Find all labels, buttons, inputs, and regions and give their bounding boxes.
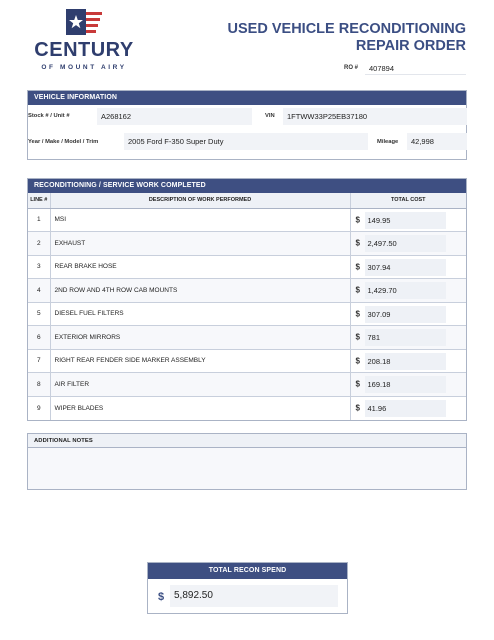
line-number: 3 [28,255,50,279]
work-description[interactable]: WIPER BLADES [50,396,350,420]
dollar-sign: $ [158,591,165,603]
ro-label: RO # [344,65,359,71]
table-row [28,326,466,350]
table-row [28,255,466,279]
cost-cell [350,279,466,303]
cost-cell [350,396,466,420]
work-description[interactable]: REAR BRAKE HOSE [50,255,350,279]
table-header-row [28,193,466,208]
cost-field[interactable]: 149.95 [365,212,446,229]
work-table [28,193,466,420]
work-description[interactable]: EXHAUST [50,232,350,256]
dollar-sign: $ [355,238,360,248]
line-number: 9 [28,396,50,420]
line-number: 1 [28,208,50,232]
cost-cell [350,349,466,373]
line-number: 2 [28,232,50,256]
table-row [28,373,466,397]
line-number: 4 [28,279,50,303]
table-row [28,208,466,232]
cost-field[interactable]: 1,429.70 [365,282,446,299]
description-column-header: DESCRIPTION OF WORK PERFORMED [50,193,350,208]
additional-notes-field[interactable] [28,448,466,489]
cost-cell [350,326,466,350]
vehicle-information-section [27,90,467,160]
year-make-model-field[interactable]: 2005 Ford F-350 Super Duty [124,133,368,150]
logo-subtitle: OF MOUNT AIRY [41,64,127,71]
line-number: 6 [28,326,50,350]
additional-notes-section [27,433,467,490]
work-rows [28,208,466,420]
title-line-1: USED VEHICLE RECONDITIONING [227,21,466,37]
line-number: 7 [28,349,50,373]
stock-label: Stock # / Unit # [28,113,70,119]
table-row [28,279,466,303]
cost-field[interactable]: 781 [365,329,446,346]
century-logo [34,9,134,75]
work-completed-section [27,178,467,421]
dollar-sign: $ [355,262,360,272]
logo-wordmark: CENTURY [34,39,134,61]
document-title [228,21,466,55]
cost-field[interactable]: 307.94 [365,259,446,276]
cost-field[interactable]: 208.18 [365,353,446,370]
line-number: 5 [28,302,50,326]
line-column-header: LINE # [28,193,50,208]
table-row [28,232,466,256]
total-recon-spend-field[interactable]: 5,892.50 [170,585,338,607]
vehicle-information-heading: VEHICLE INFORMATION [28,91,466,105]
line-number: 8 [28,373,50,397]
table-row [28,396,466,420]
work-completed-heading: RECONDITIONING / SERVICE WORK COMPLETED [28,179,466,193]
vin-label: VIN [265,113,275,119]
cost-cell [350,302,466,326]
work-description[interactable]: AIR FILTER [50,373,350,397]
table-row [28,349,466,373]
cost-field[interactable]: 41.96 [365,400,446,417]
star-flag-logo-icon [66,9,102,39]
dollar-sign: $ [355,215,360,225]
work-description[interactable]: 2ND ROW AND 4TH ROW CAB MOUNTS [50,279,350,303]
dollar-sign: $ [355,285,360,295]
cost-field[interactable]: 307.09 [365,306,446,323]
mileage-label: Mileage [377,139,399,145]
stock-field[interactable]: A268162 [97,108,252,125]
cost-cell [350,255,466,279]
dollar-sign: $ [355,309,360,319]
work-description[interactable]: DIESEL FUEL FILTERS [50,302,350,326]
additional-notes-heading: ADDITIONAL NOTES [28,434,466,448]
vin-field[interactable]: 1FTWW33P25EB37180 [283,108,467,125]
total-recon-spend-heading: TOTAL RECON SPEND [148,563,347,579]
total-recon-spend-box [147,562,348,614]
cost-field[interactable]: 2,497.50 [365,235,446,252]
cost-field[interactable]: 169.18 [365,376,446,393]
dollar-sign: $ [355,356,360,366]
work-description[interactable]: RIGHT REAR FENDER SIDE MARKER ASSEMBLY [50,349,350,373]
dollar-sign: $ [355,403,360,413]
dollar-sign: $ [355,332,360,342]
work-description[interactable]: MSI [50,208,350,232]
mileage-field[interactable]: 42,998 [407,133,467,150]
dollar-sign: $ [355,379,360,389]
cost-cell [350,373,466,397]
cost-cell [350,208,466,232]
title-line-2: REPAIR ORDER [355,38,466,54]
cost-column-header: TOTAL COST [350,193,466,208]
table-row [28,302,466,326]
year-make-model-label: Year / Make / Model / Trim [28,139,99,145]
ro-number-field[interactable]: 407894 [365,61,466,75]
cost-cell [350,232,466,256]
work-description[interactable]: EXTERIOR MIRRORS [50,326,350,350]
